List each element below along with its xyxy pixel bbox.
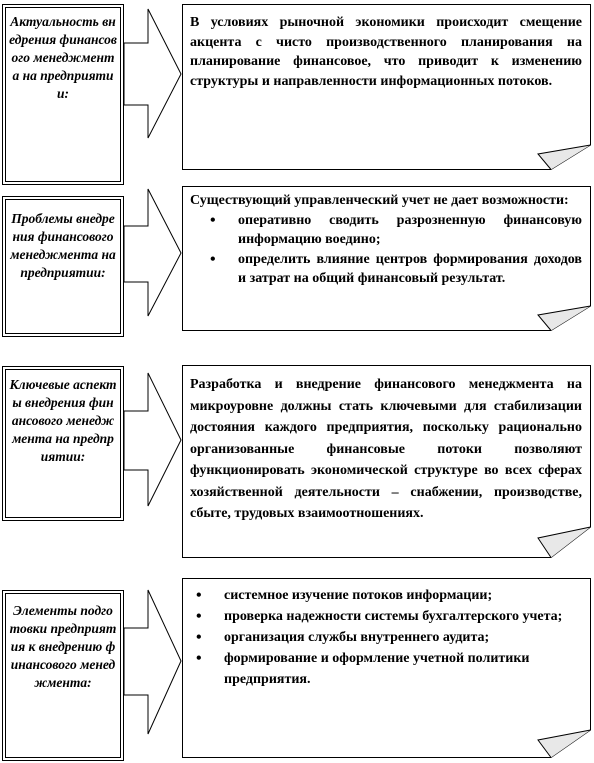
list-item: • системное изучение потоков информации; bbox=[190, 585, 574, 606]
label-relevance: Актуальность внедрения финансового менеджмента на предприятии: bbox=[9, 14, 117, 101]
list-item: • проверка надежности системы бухгалтерского учета; bbox=[190, 606, 574, 627]
list-item: • формирование и оформление учетной политики предприятия. bbox=[190, 648, 574, 690]
key-aspects-text: Разработка и внедрение финансового менеджмента на микроуровне должны стать ключевыми для стабилизации достояния каждого предприятия, поскольку рационально организованные финансовые потоки позволяют функционировать экономической структуре во всех сферах хозяйственной деятельности – снабжении, производстве, сбыте, трудовых взаимоотношениях. bbox=[190, 377, 582, 521]
problems-intro: Существующий управленческий учет не дает возможности: bbox=[190, 193, 569, 208]
arrow-3 bbox=[124, 373, 181, 506]
label-key-aspects: Ключевые аспекты внедрения финансового менеджмента на предприятии: bbox=[9, 377, 117, 464]
content-relevance bbox=[190, 13, 582, 91]
preparation-list bbox=[190, 585, 574, 690]
relevance-text: В условиях рыночной экономики происходит смещение акцента с чисто производственного планирования на планирование финансовое, что приводит к изменению структуры и направленности информационных потоков. bbox=[190, 15, 582, 89]
content-problems bbox=[190, 191, 582, 289]
content-key-aspects bbox=[190, 374, 582, 525]
list-item: • организация службы внутреннего аудита; bbox=[190, 627, 574, 648]
arrow-2 bbox=[124, 189, 181, 316]
label-problems: Проблемы внедрения финансового менеджмента на предприятии: bbox=[10, 211, 116, 280]
label-preparation: Элементы подготовки предприятия к внедрению финансового менеджмента: bbox=[9, 603, 117, 690]
list-item: • оперативно сводить разрозненную финансовую информацию воедино; bbox=[190, 211, 582, 250]
arrow-1 bbox=[124, 9, 181, 138]
content-preparation bbox=[190, 585, 574, 690]
list-item: • определить влияние центров формирования доходов и затрат на общий финансовый результат. bbox=[190, 250, 582, 289]
problems-list bbox=[190, 211, 582, 289]
arrow-4 bbox=[124, 590, 181, 734]
